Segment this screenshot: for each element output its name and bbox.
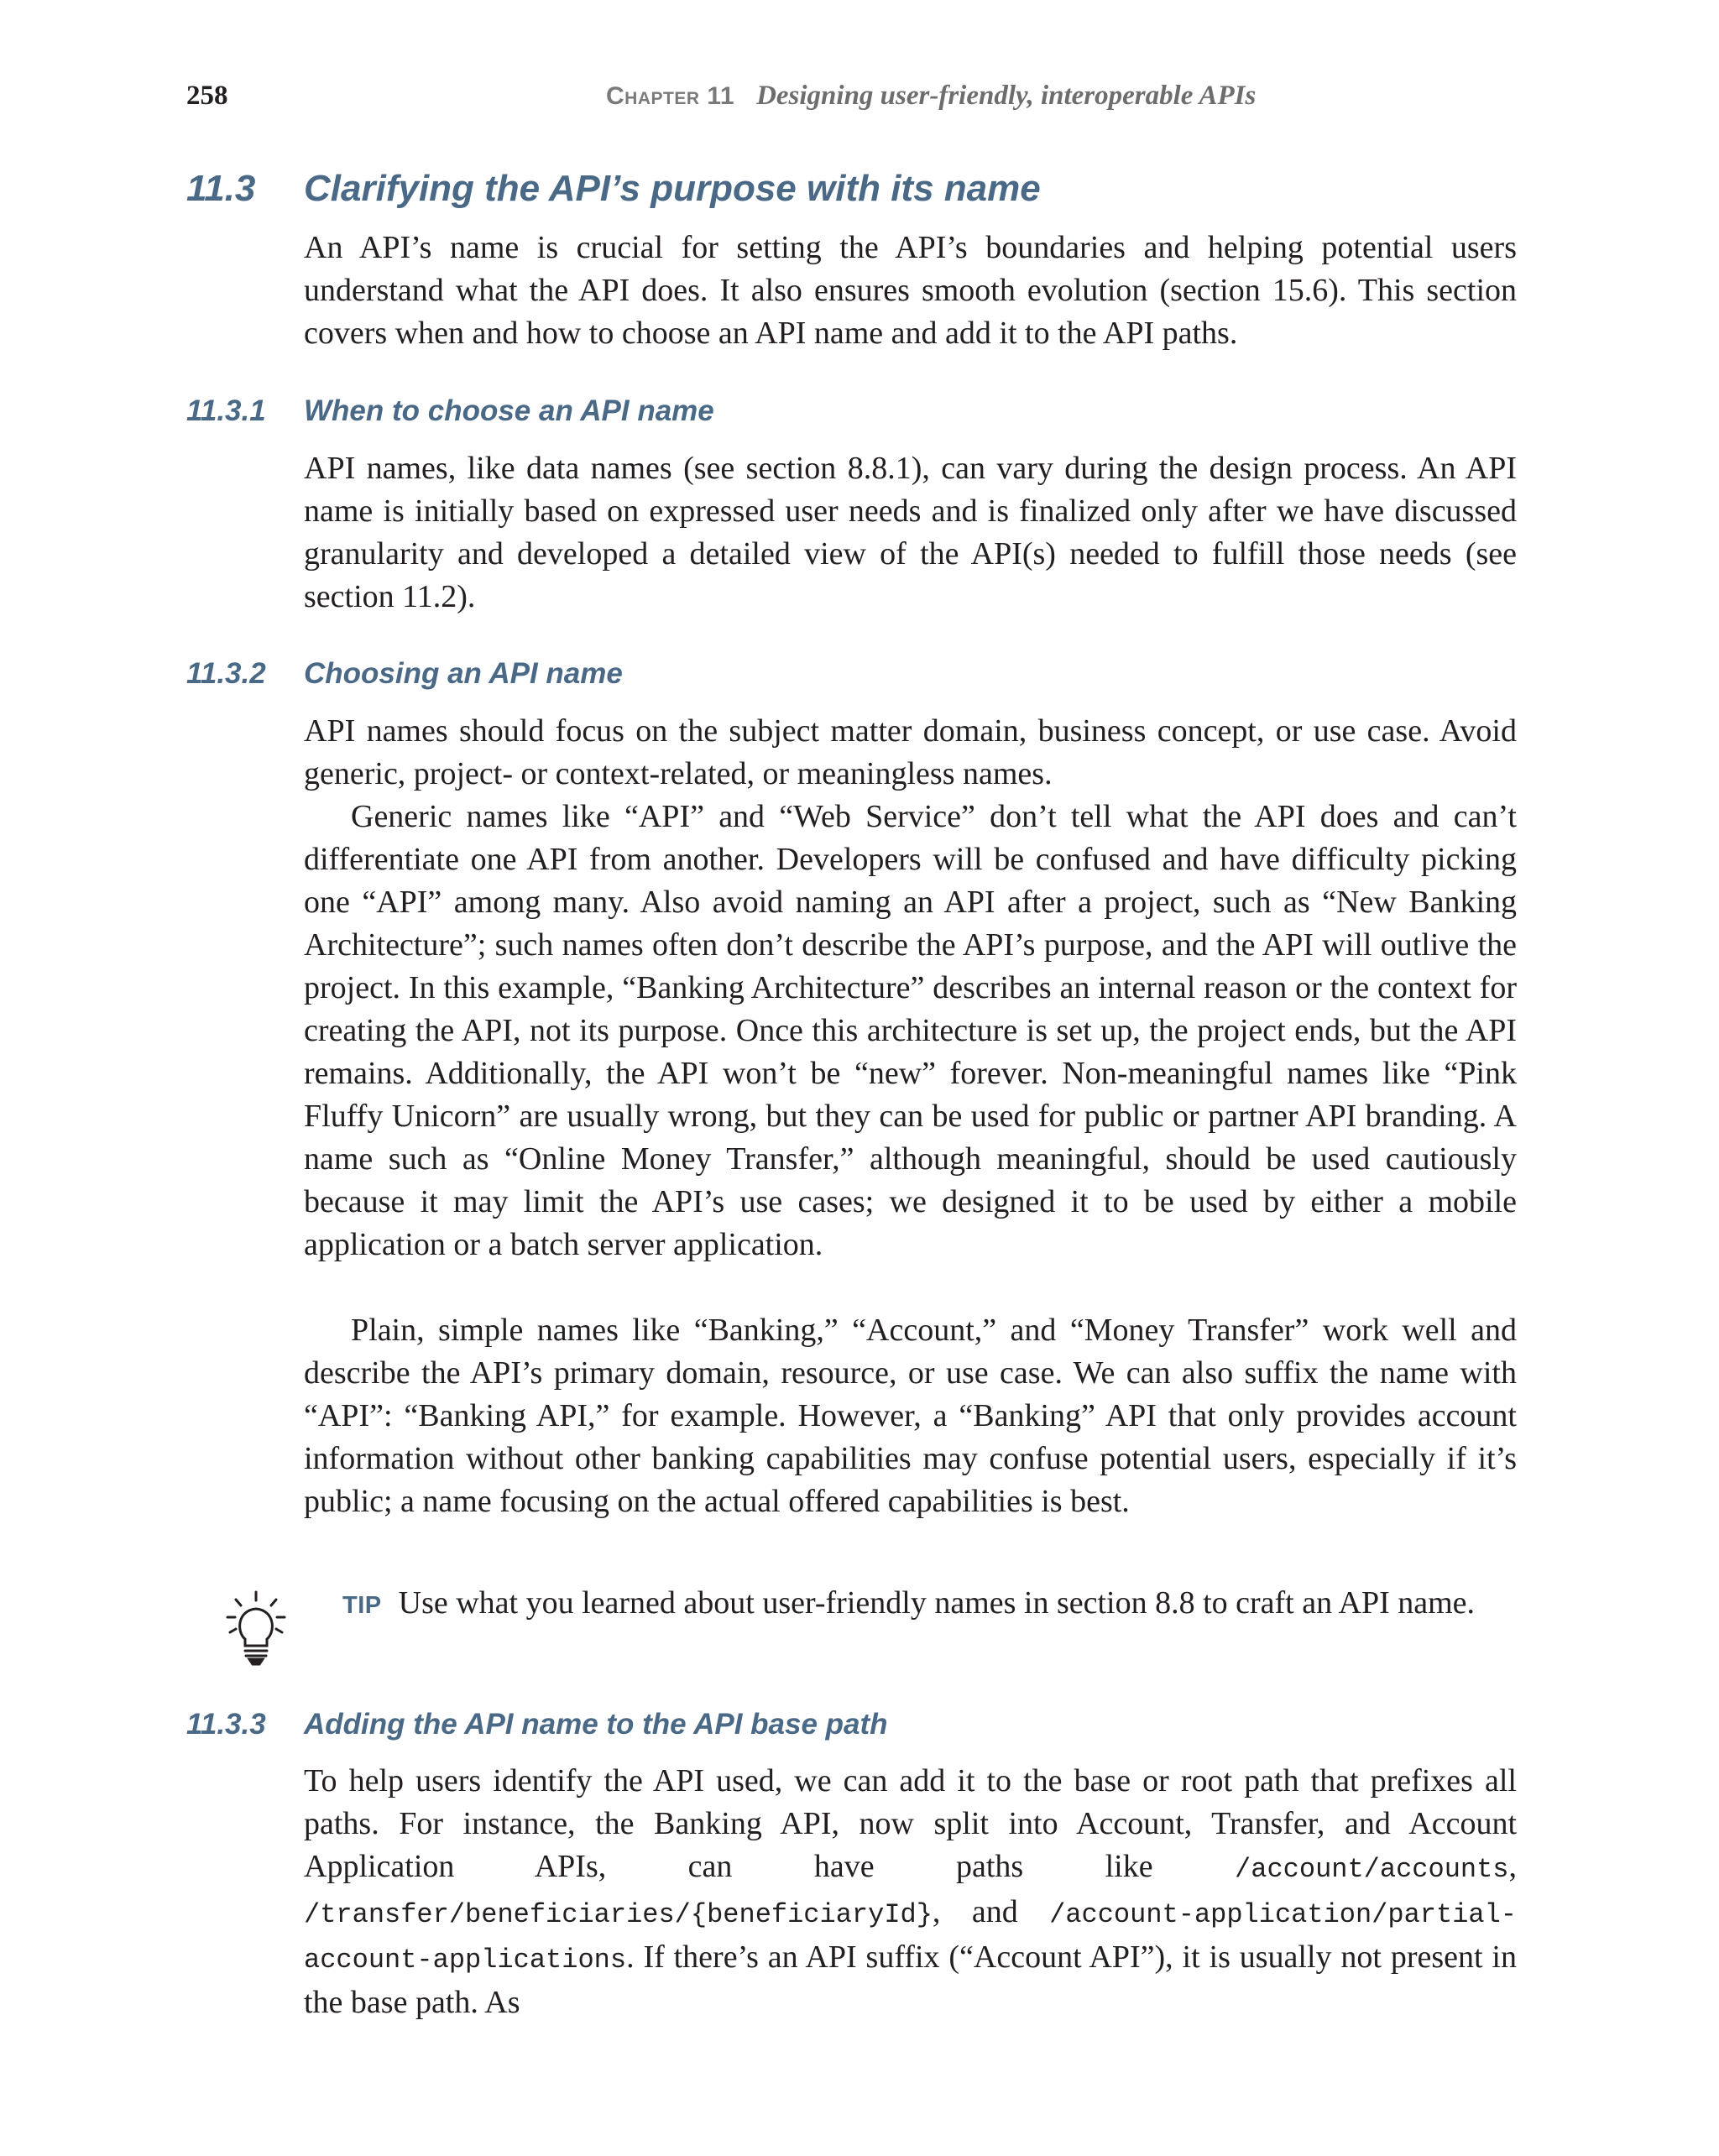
section-11-3-2-paragraph-1: API names should focus on the subject matter domain, business concept, or use case. Avoid generic, project- or context-related, or meaningless names. (304, 713, 1517, 791)
lightbulb-icon (225, 1590, 287, 1666)
subsection-number: 11.3.1 (186, 394, 266, 427)
subsection-title: When to choose an API name (304, 394, 714, 427)
tip-label: TIP (342, 1592, 382, 1619)
section-heading-11-3-3 (186, 1708, 888, 1741)
section-heading-11-3-2 (186, 657, 623, 691)
section-11-3-3-paragraph (304, 1760, 1517, 2024)
paragraph-text: , and (932, 1894, 1050, 1929)
paragraph-text: . If there’s an API suffix (“Account API”), it is usually not present in the base path. As (304, 1939, 1517, 2020)
section-title: Clarifying the API’s purpose with its name (304, 168, 1041, 209)
chapter-label: Chapter 11 (606, 82, 735, 110)
section-11-3-1-paragraph: API names, like data names (see section 8.8.1), can vary during the design process. An API name is initially based on expressed user needs and is finalized only after we have discussed granularity and developed a detailed view of the API(s) needed to fulfill those needs (see section 11.2). (304, 451, 1517, 614)
code-path-account-applications: /account-application/partial-account-applications (304, 1899, 1517, 1976)
section-heading-11-3-1 (186, 394, 714, 428)
subsection-number: 11.3.2 (186, 657, 266, 690)
subsection-title: Adding the API name to the API base path (304, 1708, 888, 1741)
chapter-header (606, 81, 1256, 112)
section-number: 11.3 (186, 168, 256, 209)
section-heading-11-3 (186, 168, 1041, 210)
paragraph-text: , (1508, 1849, 1517, 1884)
subsection-number: 11.3.3 (186, 1708, 266, 1741)
section-11-3-2-paragraph-3: Plain, simple names like “Banking,” “Account,” and “Money Transfer” work well and describe the API’s primary domain, resource, or use case. We can also suffix the name with “API”: “Banking API,” for example. However, a “Banking” API that only provides account information without other banking capabilities may confuse potential users, especially if it’s public; a name focusing on the actual offered capabilities is best. (304, 1313, 1517, 1519)
tip-callout (342, 1584, 1484, 1626)
running-header (186, 81, 1529, 123)
page-number: 258 (186, 81, 228, 111)
code-path-accounts: /account/accounts (1235, 1854, 1509, 1885)
section-11-3-2-paragraph-2: Generic names like “API” and “Web Service” don’t tell what the API does and can’t differentiate one API from another. Developers will be confused and have difficulty picking one “API” among many. Also avoid naming an API after a project, such as “New Banking Architecture”; such names often don’t describe the API’s purpose, and the API will outlive the project. In this example, “Banking Architecture” describes an internal reason or the context for creating the API, not its purpose. Once this architecture is set up, the project ends, but the API remains. Additionally, the API won’t be “new” forever. Non-meaningful names like “Pink Fluffy Unicorn” are usually wrong, but they can be used for public or partner API branding. A name such as “Online Money Transfer,” although meaningful, should be used cautiously because it may limit the API’s use cases; we designed it to be used by either a mobile application or a batch server application. (304, 799, 1517, 1262)
section-11-3-paragraph: An API’s name is crucial for setting the API’s boundaries and helping potential users understand what the API does. It also ensures smooth evolution (section 15.6). This section covers when and how to choose an API name and add it to the API paths. (304, 230, 1517, 351)
tip-text: Use what you learned about user-friendly names in section 8.8 to craft an API name. (398, 1585, 1476, 1621)
subsection-title: Choosing an API name (304, 657, 623, 690)
paragraph-text: To help users identify the API used, we can add it to the base or root path that prefixes all paths. For instance, the Banking API, now split into Account, Transfer, and Account Application APIs, can have paths like (304, 1763, 1517, 1884)
chapter-title: Designing user-friendly, interoperable APIs (756, 81, 1257, 111)
code-path-beneficiaries: /transfer/beneficiaries/{beneficiaryId} (304, 1899, 933, 1930)
